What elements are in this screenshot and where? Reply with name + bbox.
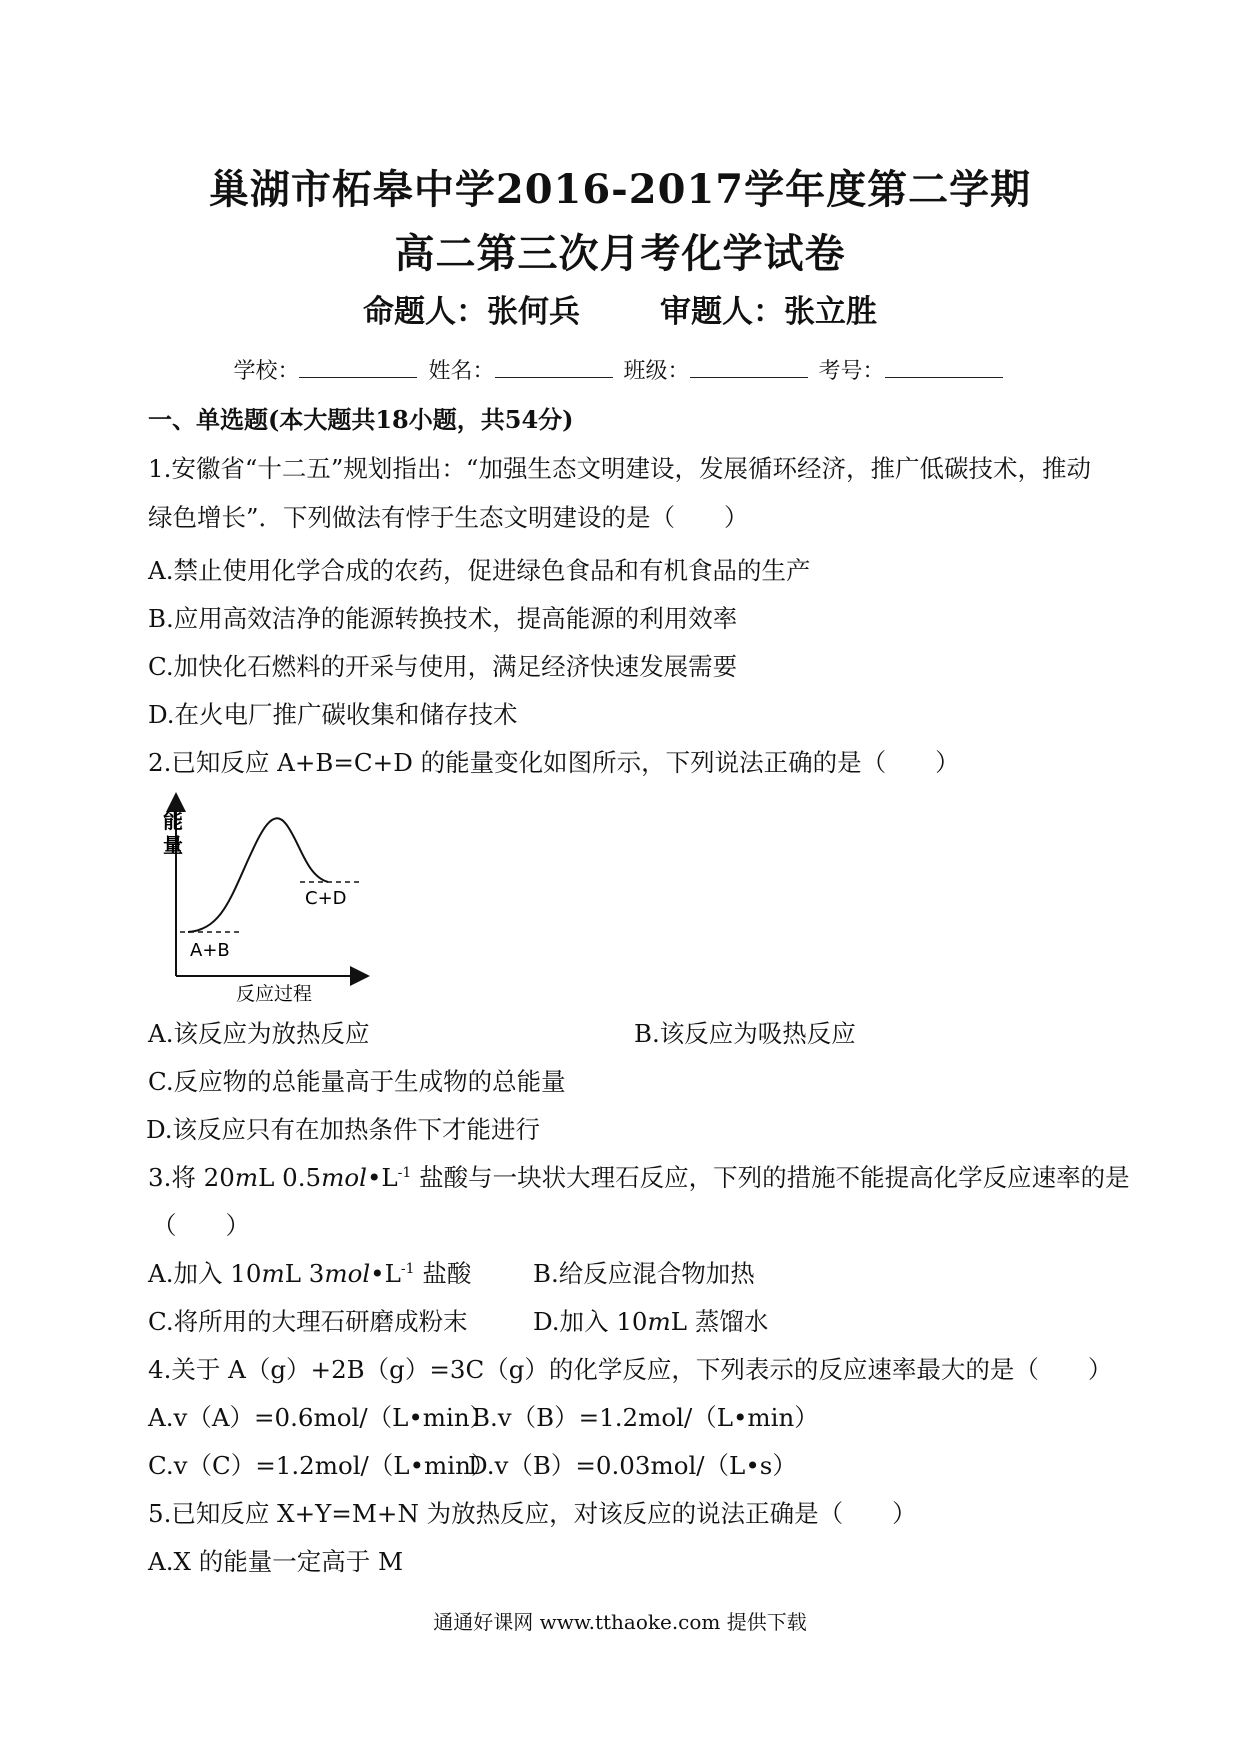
q1-option-a: A.禁止使用化学合成的农药，促进绿色食品和有机食品的生产 — [148, 556, 811, 585]
q4-stem: 4.关于 A（g）+2B（g）=3C（g）的化学反应，下列表示的反应速率最大的是（ ） — [148, 1355, 1113, 1384]
reactants-label: A+B — [190, 940, 230, 961]
q3-stem: 3.将 20mL $0.5mol•L^{-1}$ 盐酸与一块状大理石反应，下列的措施不能提高化学反应速率的是 — [148, 1163, 1130, 1192]
y-axis-label-char2: 量 — [163, 833, 183, 857]
q3-option-a: A.加入 10mL $3mol•L^{-1}$ 盐酸 — [148, 1259, 472, 1288]
q4-option-b: B.v（B）=1.2mol/（L•min） — [472, 1403, 819, 1432]
q3-option-d: D.加入 10mL 蒸馏水 — [533, 1307, 769, 1336]
q3-answer-paren: （ ） — [152, 1211, 250, 1240]
student-info-fields — [0, 354, 1240, 385]
q4-option-a: A.v（A）=0.6mol/（L•min） — [148, 1403, 495, 1432]
energy-diagram — [160, 790, 390, 1005]
name-blank[interactable] — [495, 357, 613, 378]
exam-no-label: 考号： — [818, 359, 885, 384]
y-axis-label-char1: 能 — [163, 809, 183, 833]
q3-option-b: B.给反应混合物加热 — [533, 1259, 755, 1288]
page-footer: 通通好课网 www.tthaoke.com 提供下载 — [433, 1610, 807, 1634]
products-label: C+D — [305, 888, 347, 909]
exam-title-line2: 高二第三次月考化学试卷 — [394, 230, 846, 277]
school-label: 学校： — [233, 359, 300, 384]
exam-title-line1: 巢湖市柘皋中学2016-2017学年度第二学期 — [208, 166, 1032, 213]
q2-option-a: A.该反应为放热反应 — [148, 1019, 370, 1048]
q5-option-a: A.X 的能量一定高于 M — [148, 1547, 404, 1576]
q1-stem: 1.安徽省“十二五”规划指出：“加强生态文明建设，发展循环经济，推广低碳技术，推动绿色增长”．下列做法有悖于生态文明建设的是（ ） — [148, 454, 1091, 532]
reviewer: 审题人：张立胜 — [660, 294, 877, 330]
q4-option-c: C.v（C）=1.2mol/（L•min） — [148, 1451, 496, 1480]
q5-stem: 5.已知反应 X+Y=M+N 为放热反应，对该反应的说法正确是（ ） — [148, 1499, 917, 1528]
authors-line — [0, 286, 1240, 331]
class-label: 班级： — [623, 359, 690, 384]
name-label: 姓名： — [428, 359, 495, 384]
author: 命题人：张何兵 — [363, 294, 580, 330]
q3-option-c: C.将所用的大理石研磨成粉末 — [148, 1307, 468, 1336]
section-title: 一、单选题(本大题共18小题，共54分) — [148, 405, 574, 434]
q4-option-d: D.v（B）=0.03mol/（L•s） — [468, 1451, 797, 1480]
q1-option-b: B.应用高效洁净的能源转换技术，提高能源的利用效率 — [148, 604, 738, 633]
energy-curve — [188, 818, 328, 932]
q1-option-d: D.在火电厂推广碳收集和储存技术 — [148, 700, 518, 729]
q2-stem: 2.已知反应 A+B=C+D 的能量变化如图所示，下列说法正确的是（ ） — [148, 748, 960, 777]
exam-no-blank[interactable] — [885, 357, 1003, 378]
q2-option-b: B.该反应为吸热反应 — [634, 1019, 856, 1048]
class-blank[interactable] — [690, 357, 808, 378]
q1-option-c: C.加快化石燃料的开采与使用，满足经济快速发展需要 — [148, 652, 738, 681]
q2-option-d: D.该反应只有在加热条件下才能进行 — [146, 1115, 541, 1144]
q2-option-c: C.反应物的总能量高于生成物的总能量 — [148, 1067, 566, 1096]
school-blank[interactable] — [299, 357, 417, 378]
x-axis-label: 反应过程 — [236, 983, 313, 1005]
